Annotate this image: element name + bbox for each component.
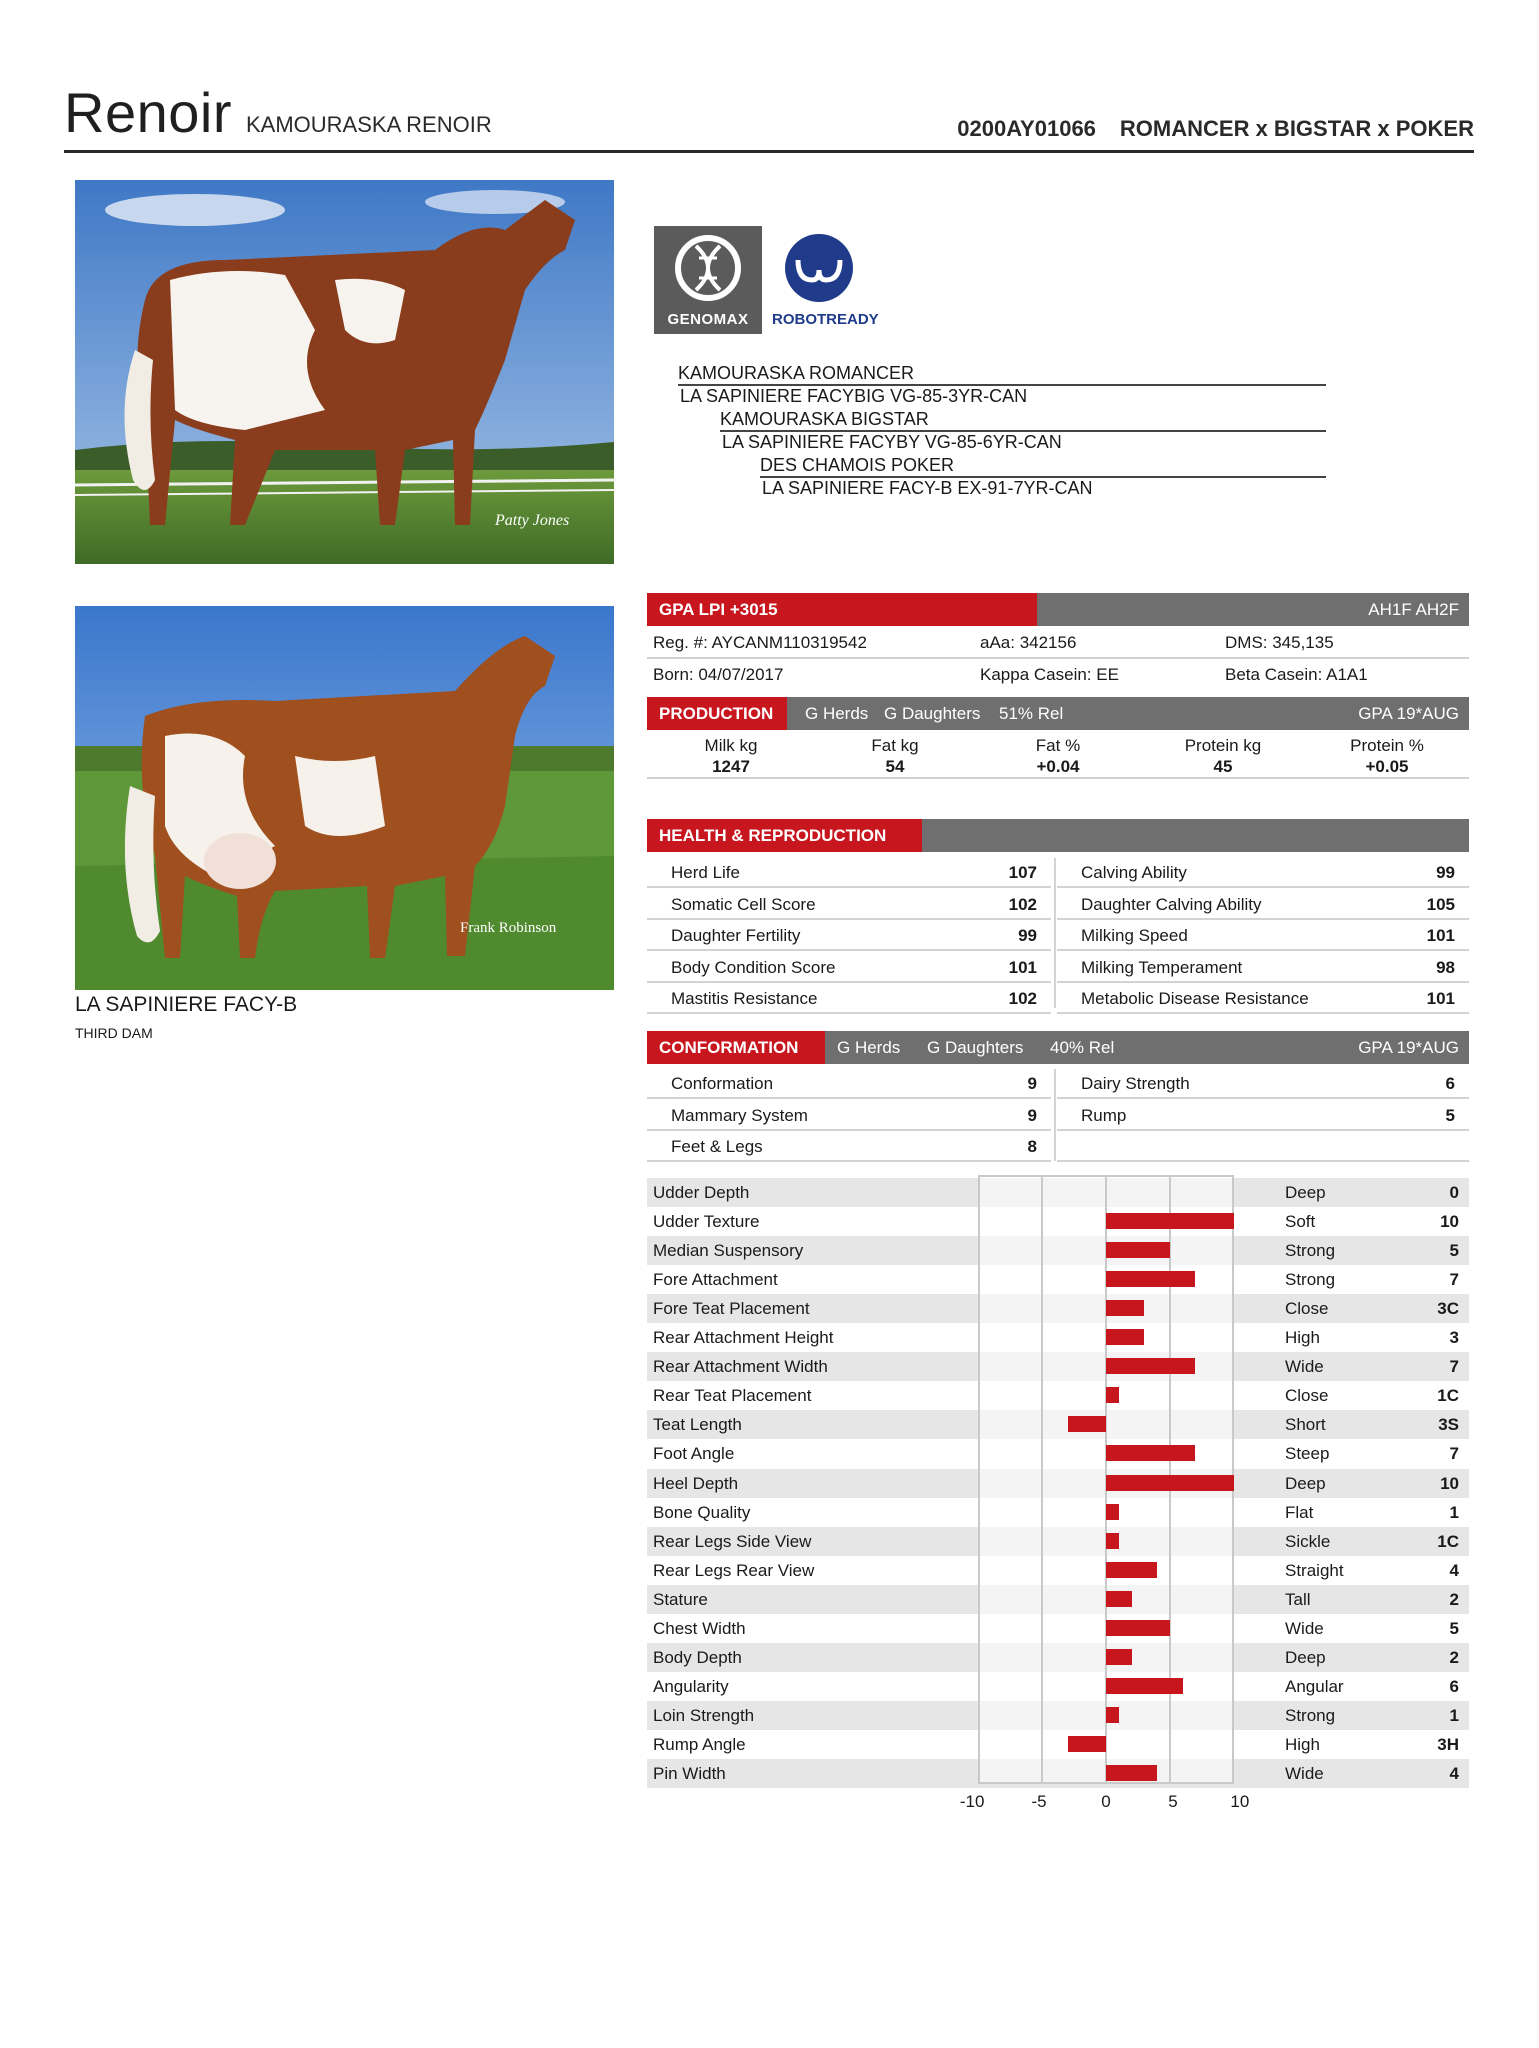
trait-value: 5 [1449, 1241, 1459, 1261]
trait-label: Loin Strength [653, 1705, 755, 1725]
trait-value: 2 [1449, 1589, 1459, 1609]
trait-bar [1106, 1649, 1132, 1665]
trait-value: 0 [1449, 1183, 1459, 1202]
photo-subcaption: THIRD DAM [75, 1025, 153, 1041]
conformation-row [647, 1099, 1051, 1131]
trait-descriptor: Flat [1285, 1502, 1314, 1522]
third-dam-photo [75, 606, 614, 990]
trait-bar [1106, 1475, 1234, 1491]
robotready-logo [772, 226, 879, 334]
trait-value: 3S [1438, 1415, 1459, 1435]
trait-value: 10 [1440, 1473, 1459, 1493]
genomax-logo [654, 226, 762, 334]
conformation-row-label: Feet & Legs [671, 1137, 763, 1156]
conformation-row-value: 9 [1027, 1074, 1037, 1093]
health-row-label: Milking Temperament [1081, 957, 1243, 977]
header-right [957, 116, 1474, 142]
trait-label: Chest Width [653, 1618, 746, 1638]
trait-bar [1106, 1504, 1119, 1520]
trait-label: Foot Angle [653, 1444, 735, 1464]
conformation-row [647, 1067, 1051, 1099]
x-tick-label: -5 [1031, 1792, 1047, 1811]
trait-label: Teat Length [653, 1415, 742, 1435]
prod-fat-pct: Fat % +0.04 [1035, 736, 1081, 776]
column-divider [1054, 858, 1056, 1008]
conformation-herds: G Herds [837, 1038, 901, 1057]
trait-descriptor: Strong [1285, 1270, 1336, 1290]
health-row-value: 98 [1436, 957, 1455, 977]
prod-protein-kg: Protein kg 45 [1184, 736, 1262, 776]
health-row [1057, 919, 1469, 951]
conformation-row-value: 5 [1445, 1105, 1455, 1125]
pedigree-sire: KAMOURASKA ROMANCER [678, 363, 1326, 386]
trait-bar [1106, 1765, 1157, 1781]
bull-full-name: KAMOURASKA RENOIR [246, 112, 492, 137]
trait-descriptor: Wide [1285, 1764, 1324, 1783]
production-herds: G Herds [805, 704, 869, 723]
trait-value: 4 [1449, 1764, 1459, 1783]
photo-caption: LA SAPINIERE FACY-B [75, 993, 298, 1016]
birth-date: Born: 04/07/2017 [653, 665, 784, 684]
trait-label: Median Suspensory [653, 1241, 804, 1261]
health-row-value: 101 [1008, 957, 1037, 977]
trait-bar [1106, 1707, 1119, 1723]
health-row [647, 951, 1051, 983]
conformation-daughters: G Daughters [927, 1038, 1024, 1057]
health-row-value: 107 [1008, 863, 1037, 882]
robotready-label: ROBOTREADY [772, 311, 879, 328]
conformation-row-label: Rump [1081, 1105, 1127, 1125]
production-daughters: G Daughters [884, 704, 981, 723]
conformation-row-value: 6 [1445, 1074, 1455, 1093]
pedigree-mggs: DES CHAMOIS POKER [760, 455, 1326, 478]
trait-descriptor: Wide [1285, 1618, 1324, 1638]
trait-label: Rear Teat Placement [653, 1386, 812, 1406]
trait-bar [1068, 1416, 1106, 1432]
health-row-value: 102 [1008, 989, 1037, 1008]
health-row-label: Daughter Fertility [671, 926, 801, 945]
trait-label: Stature [653, 1589, 708, 1609]
health-row [1057, 856, 1469, 888]
trait-descriptor: Deep [1285, 1183, 1326, 1202]
trait-label: Fore Teat Placement [653, 1299, 810, 1319]
trait-descriptor: High [1285, 1328, 1320, 1348]
trait-descriptor: Deep [1285, 1647, 1326, 1667]
trait-descriptor: Tall [1285, 1589, 1311, 1609]
divider [647, 777, 1469, 779]
health-row-label: Metabolic Disease Resistance [1081, 989, 1309, 1008]
trait-bar [1106, 1620, 1170, 1636]
pedigree-ggdam: LA SAPINIERE FACY-B EX-91-7YR-CAN [762, 478, 1093, 498]
trait-bar [1106, 1562, 1157, 1578]
pedigree-line: ROMANCER x BIGSTAR x POKER [1119, 116, 1474, 141]
divider [647, 657, 1469, 659]
health-row-label: Body Condition Score [671, 957, 836, 977]
trait-value: 3C [1437, 1299, 1459, 1319]
health-row-value: 105 [1426, 894, 1455, 914]
trait-bar [1106, 1213, 1234, 1229]
health-row-value: 101 [1426, 926, 1455, 945]
gpa-lpi-band [647, 593, 1469, 626]
trait-label: Rear Attachment Height [653, 1328, 834, 1348]
trait-value: 1C [1437, 1386, 1459, 1406]
trait-value: 3H [1437, 1734, 1459, 1754]
health-row [1057, 888, 1469, 920]
production-run: GPA 19*AUG [1358, 704, 1459, 723]
health-row [1057, 951, 1469, 983]
prod-milk: Milk kg 1247 [704, 736, 758, 776]
conformation-band [647, 1031, 1469, 1064]
dna-icon [654, 226, 762, 306]
pedigree-dam: LA SAPINIERE FACYBIG VG-85-3YR-CAN [680, 386, 1028, 406]
health-row-value: 102 [1008, 894, 1037, 914]
trait-bar [1106, 1271, 1195, 1287]
trait-bar [1106, 1329, 1144, 1345]
health-row-label: Somatic Cell Score [671, 894, 816, 914]
trait-label: Rear Legs Rear View [653, 1560, 815, 1580]
trait-label: Angularity [653, 1676, 729, 1696]
prod-fat-kg: Fat kg 54 [871, 736, 919, 776]
health-row [647, 888, 1051, 920]
pedigree-gdam: LA SAPINIERE FACYBY VG-85-6YR-CAN [722, 432, 1062, 452]
trait-bar [1106, 1591, 1132, 1607]
conformation-row-value: 9 [1027, 1105, 1037, 1125]
kappa-casein: Kappa Casein: EE [980, 665, 1119, 684]
conformation-run: GPA 19*AUG [1358, 1038, 1459, 1057]
page-header [64, 78, 1474, 153]
conformation-row [647, 1130, 1051, 1162]
health-row-label: Herd Life [671, 863, 740, 882]
trait-descriptor: Wide [1285, 1357, 1324, 1377]
trait-descriptor: Close [1285, 1299, 1329, 1319]
trait-label: Heel Depth [653, 1473, 739, 1493]
health-row-label: Mastitis Resistance [671, 989, 818, 1008]
trait-bar [1106, 1533, 1119, 1549]
conformation-row-empty [1057, 1130, 1469, 1162]
health-row-label: Milking Speed [1081, 926, 1188, 945]
beta-casein: Beta Casein: A1A1 [1225, 665, 1368, 684]
trait-label: Fore Attachment [653, 1270, 778, 1290]
trait-bar [1106, 1358, 1195, 1374]
conformation-row-value: 8 [1027, 1137, 1037, 1156]
conformation-row-label: Conformation [671, 1074, 774, 1093]
x-tick-label: 0 [1101, 1792, 1111, 1811]
trait-label: Rump Angle [653, 1734, 746, 1754]
trait-descriptor: Steep [1285, 1444, 1330, 1464]
health-row [647, 856, 1051, 888]
trait-label: Rear Attachment Width [653, 1357, 828, 1377]
genomax-label: GENOMAX [667, 311, 749, 328]
conformation-row [1057, 1067, 1469, 1099]
health-row-value: 99 [1436, 863, 1455, 882]
trait-value: 2 [1449, 1647, 1459, 1667]
production-title: PRODUCTION [647, 697, 787, 730]
bull-code: 0200AY01066 [957, 116, 1096, 141]
robot-icon [776, 226, 862, 306]
gpa-lpi-title: GPA LPI +3015 [647, 593, 1037, 626]
trait-label: Udder Texture [653, 1212, 760, 1232]
reg-number: Reg. #: AYCANM110319542 [653, 633, 867, 652]
trait-bar [1106, 1300, 1144, 1316]
trait-value: 1 [1449, 1502, 1459, 1522]
conformation-title: CONFORMATION [647, 1031, 825, 1064]
trait-value: 7 [1449, 1444, 1459, 1464]
trait-value: 7 [1449, 1270, 1459, 1290]
trait-value: 4 [1449, 1560, 1459, 1580]
conformation-row-label: Dairy Strength [1081, 1074, 1190, 1093]
trait-descriptor: Deep [1285, 1473, 1326, 1493]
pedigree-mgs: KAMOURASKA BIGSTAR [720, 409, 1326, 432]
photo2-credit: Frank Robinson [460, 920, 557, 936]
trait-value: 6 [1449, 1676, 1459, 1696]
gridline [1041, 1175, 1043, 1784]
conformation-row-label: Mammary System [671, 1105, 808, 1125]
trait-descriptor: Sickle [1285, 1531, 1331, 1551]
trait-label: Bone Quality [653, 1502, 751, 1522]
trait-descriptor: Soft [1285, 1212, 1316, 1232]
photo1-credit: Patty Jones [495, 512, 570, 529]
trait-label: Body Depth [653, 1647, 742, 1667]
trait-descriptor: Short [1285, 1415, 1326, 1435]
health-row [647, 919, 1051, 951]
aaa-code: aAa: 342156 [980, 633, 1077, 652]
prod-protein-pct: Protein % +0.05 [1350, 736, 1424, 776]
trait-value: 3 [1449, 1328, 1459, 1348]
conformation-row [1057, 1099, 1469, 1131]
x-tick-label: 5 [1168, 1792, 1178, 1811]
x-tick-label: 10 [1230, 1792, 1250, 1811]
production-rel: 51% Rel [999, 704, 1064, 723]
haplotypes: AH1F AH2F [1368, 600, 1459, 619]
column-divider [1054, 1069, 1056, 1161]
trait-bar [1106, 1242, 1170, 1258]
health-row [647, 982, 1051, 1014]
health-row-value: 99 [1018, 926, 1037, 945]
trait-value: 10 [1440, 1212, 1459, 1232]
trait-bar [1106, 1387, 1119, 1403]
trait-value: 7 [1449, 1357, 1459, 1377]
production-band [647, 697, 1469, 730]
health-band [647, 819, 1469, 852]
trait-descriptor: Strong [1285, 1705, 1336, 1725]
conformation-rel: 40% Rel [1050, 1038, 1115, 1057]
trait-label: Udder Depth [653, 1183, 750, 1202]
trait-value: 1C [1437, 1531, 1459, 1551]
trait-descriptor: Angular [1285, 1676, 1344, 1696]
trait-bar [1106, 1445, 1195, 1461]
trait-bar [1068, 1736, 1106, 1752]
trait-bar [1106, 1678, 1183, 1694]
trait-label: Pin Width [653, 1764, 726, 1783]
trait-value: 1 [1449, 1705, 1459, 1725]
bull-short-name: Renoir [64, 81, 232, 144]
health-row [1057, 982, 1469, 1014]
trait-descriptor: Strong [1285, 1241, 1336, 1261]
health-row-label: Calving Ability [1081, 863, 1187, 882]
bull-photo [75, 180, 614, 564]
trait-descriptor: Straight [1285, 1560, 1344, 1580]
trait-label: Rear Legs Side View [653, 1531, 812, 1551]
trait-value: 5 [1449, 1618, 1459, 1638]
trait-descriptor: Close [1285, 1386, 1329, 1406]
x-tick-label: -10 [959, 1792, 985, 1811]
health-row-value: 101 [1426, 989, 1455, 1008]
dms-code: DMS: 345,135 [1225, 633, 1334, 652]
trait-descriptor: High [1285, 1734, 1320, 1754]
health-row-label: Daughter Calving Ability [1081, 894, 1262, 914]
health-title: HEALTH & REPRODUCTION [647, 819, 922, 852]
